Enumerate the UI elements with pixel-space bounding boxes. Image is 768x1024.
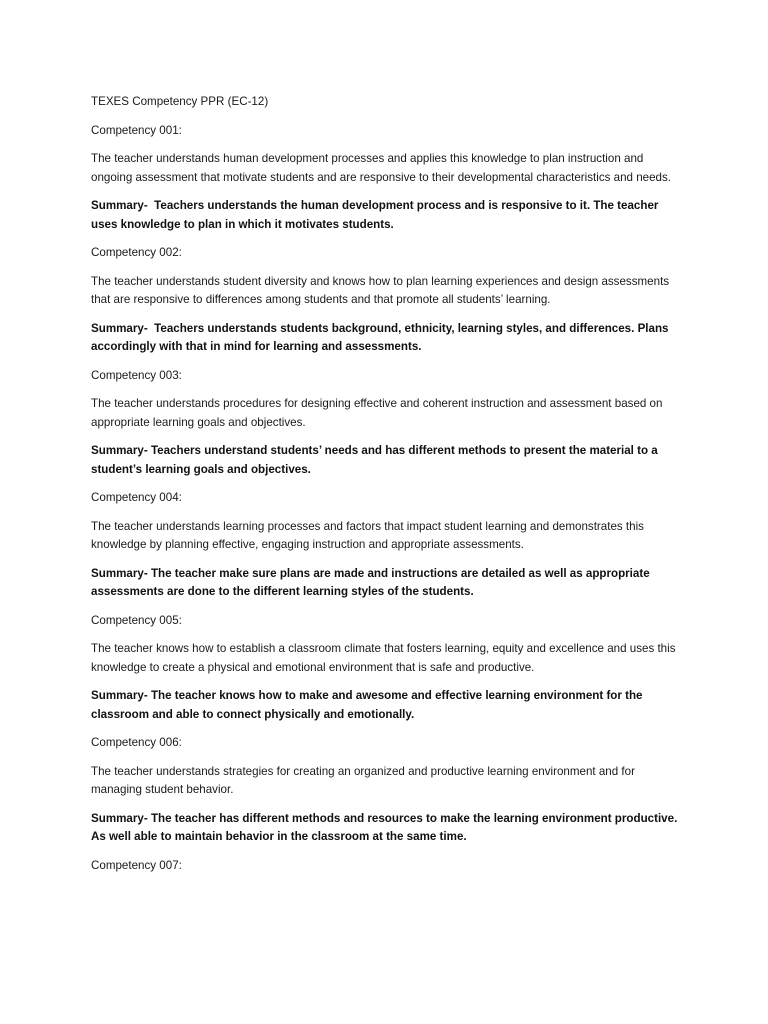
summary-label: Summary- — [91, 566, 148, 580]
summary-label: Summary- — [91, 689, 148, 702]
competency-text: The teacher understands procedures for designing effective and coherent instruction and assessment based on appropriate learning goals and objectives. — [91, 397, 663, 429]
competency-summary — [91, 810, 681, 847]
competency-heading: Competency 004: — [91, 491, 182, 504]
competency-heading: Competency 003: — [91, 368, 182, 382]
competency-summary — [91, 320, 681, 357]
competency-heading: Competency 006: — [91, 736, 182, 749]
summary-label: Summary- — [91, 321, 148, 335]
competency-heading: Competency 005: — [91, 613, 182, 627]
competency-text: The teacher understands student diversity and knows how to plan learning experiences and design assessments that are responsive to differences among students and that promote all students’ learning. — [91, 274, 670, 306]
competency-summary — [91, 687, 681, 724]
competency-text: The teacher understands learning processes and factors that impact student learning and demonstrates this knowledge by planning effective, engaging instruction and appropriate assessments. — [91, 519, 644, 551]
summary-label: Summary- — [91, 811, 148, 825]
summary-text: Teachers understands the human development process and is responsive to it. The teacher uses knowledge to plan in which it motivates students. — [91, 199, 659, 231]
document-title: TEXES Competency PPR (EC-12) — [91, 95, 269, 108]
summary-text: The teacher make sure plans are made and instructions are detailed as well as appropriate assessments are done to the different learning styles of the students. — [91, 566, 650, 598]
competency-text: The teacher understands strategies for creating an organized and productive learning environment and for managing student behavior. — [91, 764, 635, 796]
summary-text: The teacher knows how to make and awesome and effective learning environment for the classroom and able to connect physically and emotionally. — [91, 689, 643, 721]
competency-heading: Competency 002: — [91, 246, 182, 259]
competency-text: The teacher understands human development processes and applies this knowledge to plan instruction and ongoing assessment that motivate students and are responsive to their developmental characteristics and needs. — [91, 152, 672, 184]
competency-heading: Competency 007: — [91, 858, 182, 872]
competency-summary — [91, 565, 681, 602]
competency-summary — [91, 442, 681, 479]
summary-text: Teachers understand students’ needs and has different methods to present the material to a student’s learning goals and objectives. — [91, 444, 658, 476]
competency-text: The teacher knows how to establish a classroom climate that fosters learning, equity and excellence and uses this knowledge to create a physical and emotional environment that is safe and productive. — [91, 642, 676, 674]
competency-heading: Competency 001: — [91, 123, 182, 137]
summary-label: Summary- — [91, 444, 148, 457]
competency-summary — [91, 197, 681, 234]
document-body — [91, 93, 681, 885]
summary-text: The teacher has different methods and resources to make the learning environment productive. As well able to maintain behavior in the classroom at the same time. — [91, 811, 678, 843]
summary-text: Teachers understands students background, ethnicity, learning styles, and differences. Plans accordingly with that in mind for learning and assessments. — [91, 321, 669, 353]
summary-label: Summary- — [91, 199, 148, 212]
